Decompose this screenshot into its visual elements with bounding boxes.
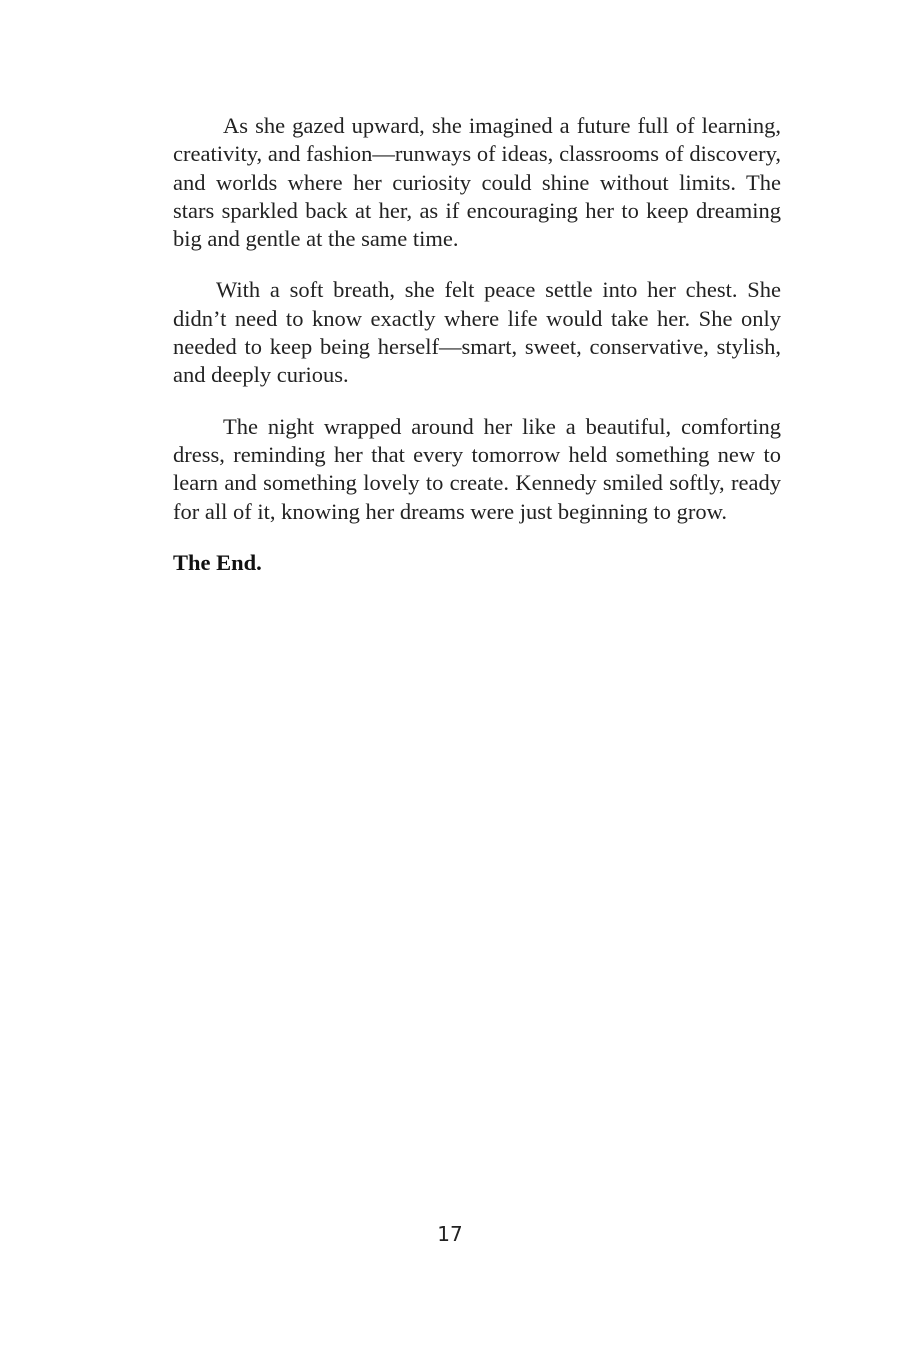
paragraph-3: The night wrapped around her like a beautiful, comforting dress, reminding her that every tomorrow held something new to learn and something lovely to create. Kennedy smiled softly, ready for all of it, knowing her dreams were just beginning to grow. xyxy=(173,413,781,524)
paragraph-1: As she gazed upward, she imagined a future full of learning, creativity, and fashion—runways of ideas, classrooms of discovery, and worlds where her curiosity could shine without limits. The stars sparkled back at her, as if encouraging her to keep dreaming big and gentle at the same time. xyxy=(173,113,781,252)
the-end-heading: The End. xyxy=(173,549,262,575)
body-text xyxy=(173,112,781,577)
paragraph-2: With a soft breath, she felt peace settle into her chest. She didn’t need to know exactly where life would take her. She only needed to keep being herself—smart, sweet, conservative, stylish, and deeply curious. xyxy=(173,277,781,388)
page-number: 17 xyxy=(437,1222,463,1246)
